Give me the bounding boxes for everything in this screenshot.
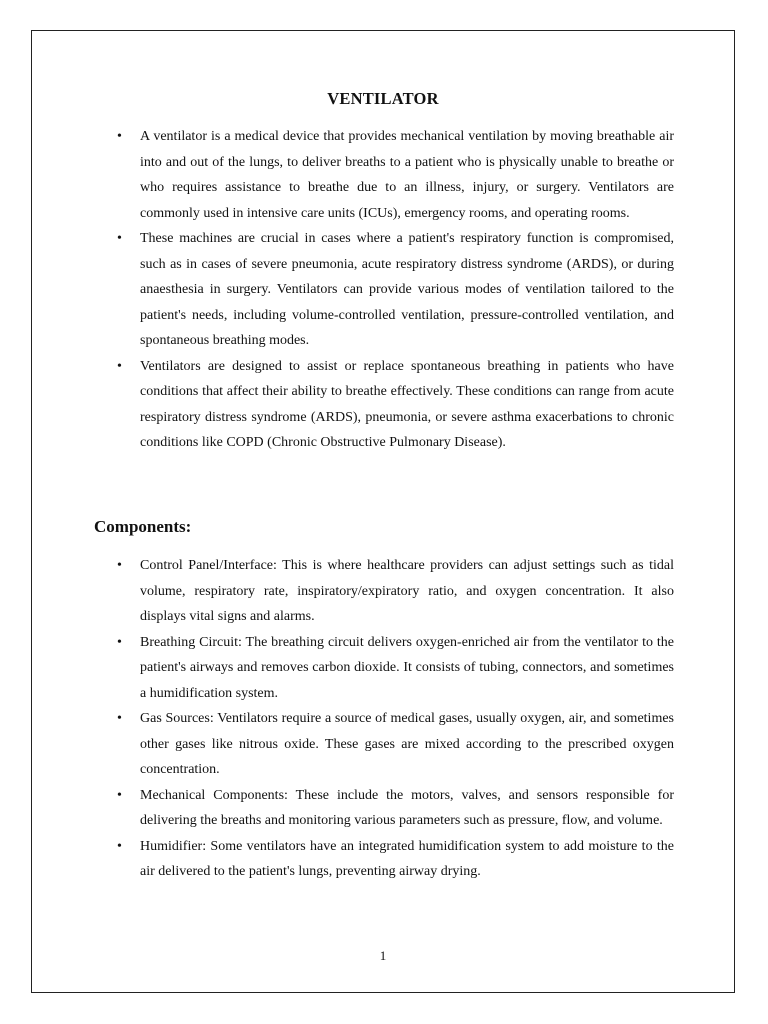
intro-bullet-list [117,124,674,456]
components-heading: Components: [94,517,192,536]
bullet-icon: • [117,558,122,573]
page-number: 1 [379,948,387,963]
bullet-icon: • [117,634,122,650]
page-title: VENTILATOR [327,89,439,108]
bullet-icon: • [117,711,122,726]
list-item-text: Humidifier: Some ventilators have an integrated humidification system to add moisture to the air delivered to the patient's lungs, preventing airway drying. [140,838,674,879]
list-item [117,553,674,630]
list-item-text: Gas Sources: Ventilators require a source of medical gases, usually oxygen, air, and sometimes other gases like nitrous oxide. These gases are mixed according to the prescribed oxygen concentration. [140,711,674,777]
list-item [117,226,674,354]
document-page [31,30,735,993]
list-item-text: Breathing Circuit: The breathing circuit delivers oxygen-enriched air from the ventilator to the patient's airways and removes carbon dioxide. It consists of tubing, connectors, and sometimes a humidification system. [140,634,674,701]
list-item-text: These machines are crucial in cases where a patient's respiratory function is compromised, such as in cases of severe pneumonia, acute respiratory distress syndrome (ARDS), or during anaesthesia in surgery. Ventilators can provide various modes of ventilation tailored to the patient's needs, including volume-controlled ventilation, pressure-controlled ventilation, and spontaneous breathing modes. [140,231,674,348]
list-item-text: Ventilators are designed to assist or replace spontaneous breathing in patients who have conditions that affect their ability to breathe effectively. These conditions can range from acute respiratory distress syndrome (ARDS), pneumonia, or severe asthma exacerbations to chronic conditions like COPD (Chronic Obstructive Pulmonary Disease). [140,358,674,450]
components-bullet-list [117,553,674,885]
list-item [117,354,674,456]
list-item-text: Mechanical Components: These include the motors, valves, and sensors responsible for delivering the breaths and monitoring various parameters such as pressure, flow, and volume. [140,787,674,828]
list-item-text: A ventilator is a medical device that provides mechanical ventilation by moving breathable air into and out of the lungs, to deliver breaths to a patient who is physically unable to breathe or who requires assistance to breathe due to an illness, injury, or surgery. Ventilators are commonly used in intensive care units (ICUs), emergency rooms, and operating rooms. [140,129,674,221]
list-item [117,834,674,885]
bullet-icon: • [117,129,122,144]
bullet-icon: • [117,231,122,246]
list-item [117,124,674,226]
list-item [117,706,674,783]
bullet-icon: • [117,358,122,374]
list-item-text: Control Panel/Interface: This is where healthcare providers can adjust settings such as tidal volume, respiratory rate, inspiratory/expiratory ratio, and oxygen concentration. It also displays vital signs and alarms. [140,558,674,624]
bullet-icon: • [117,838,122,854]
bullet-icon: • [117,787,122,803]
list-item [117,783,674,834]
list-item [117,630,674,707]
